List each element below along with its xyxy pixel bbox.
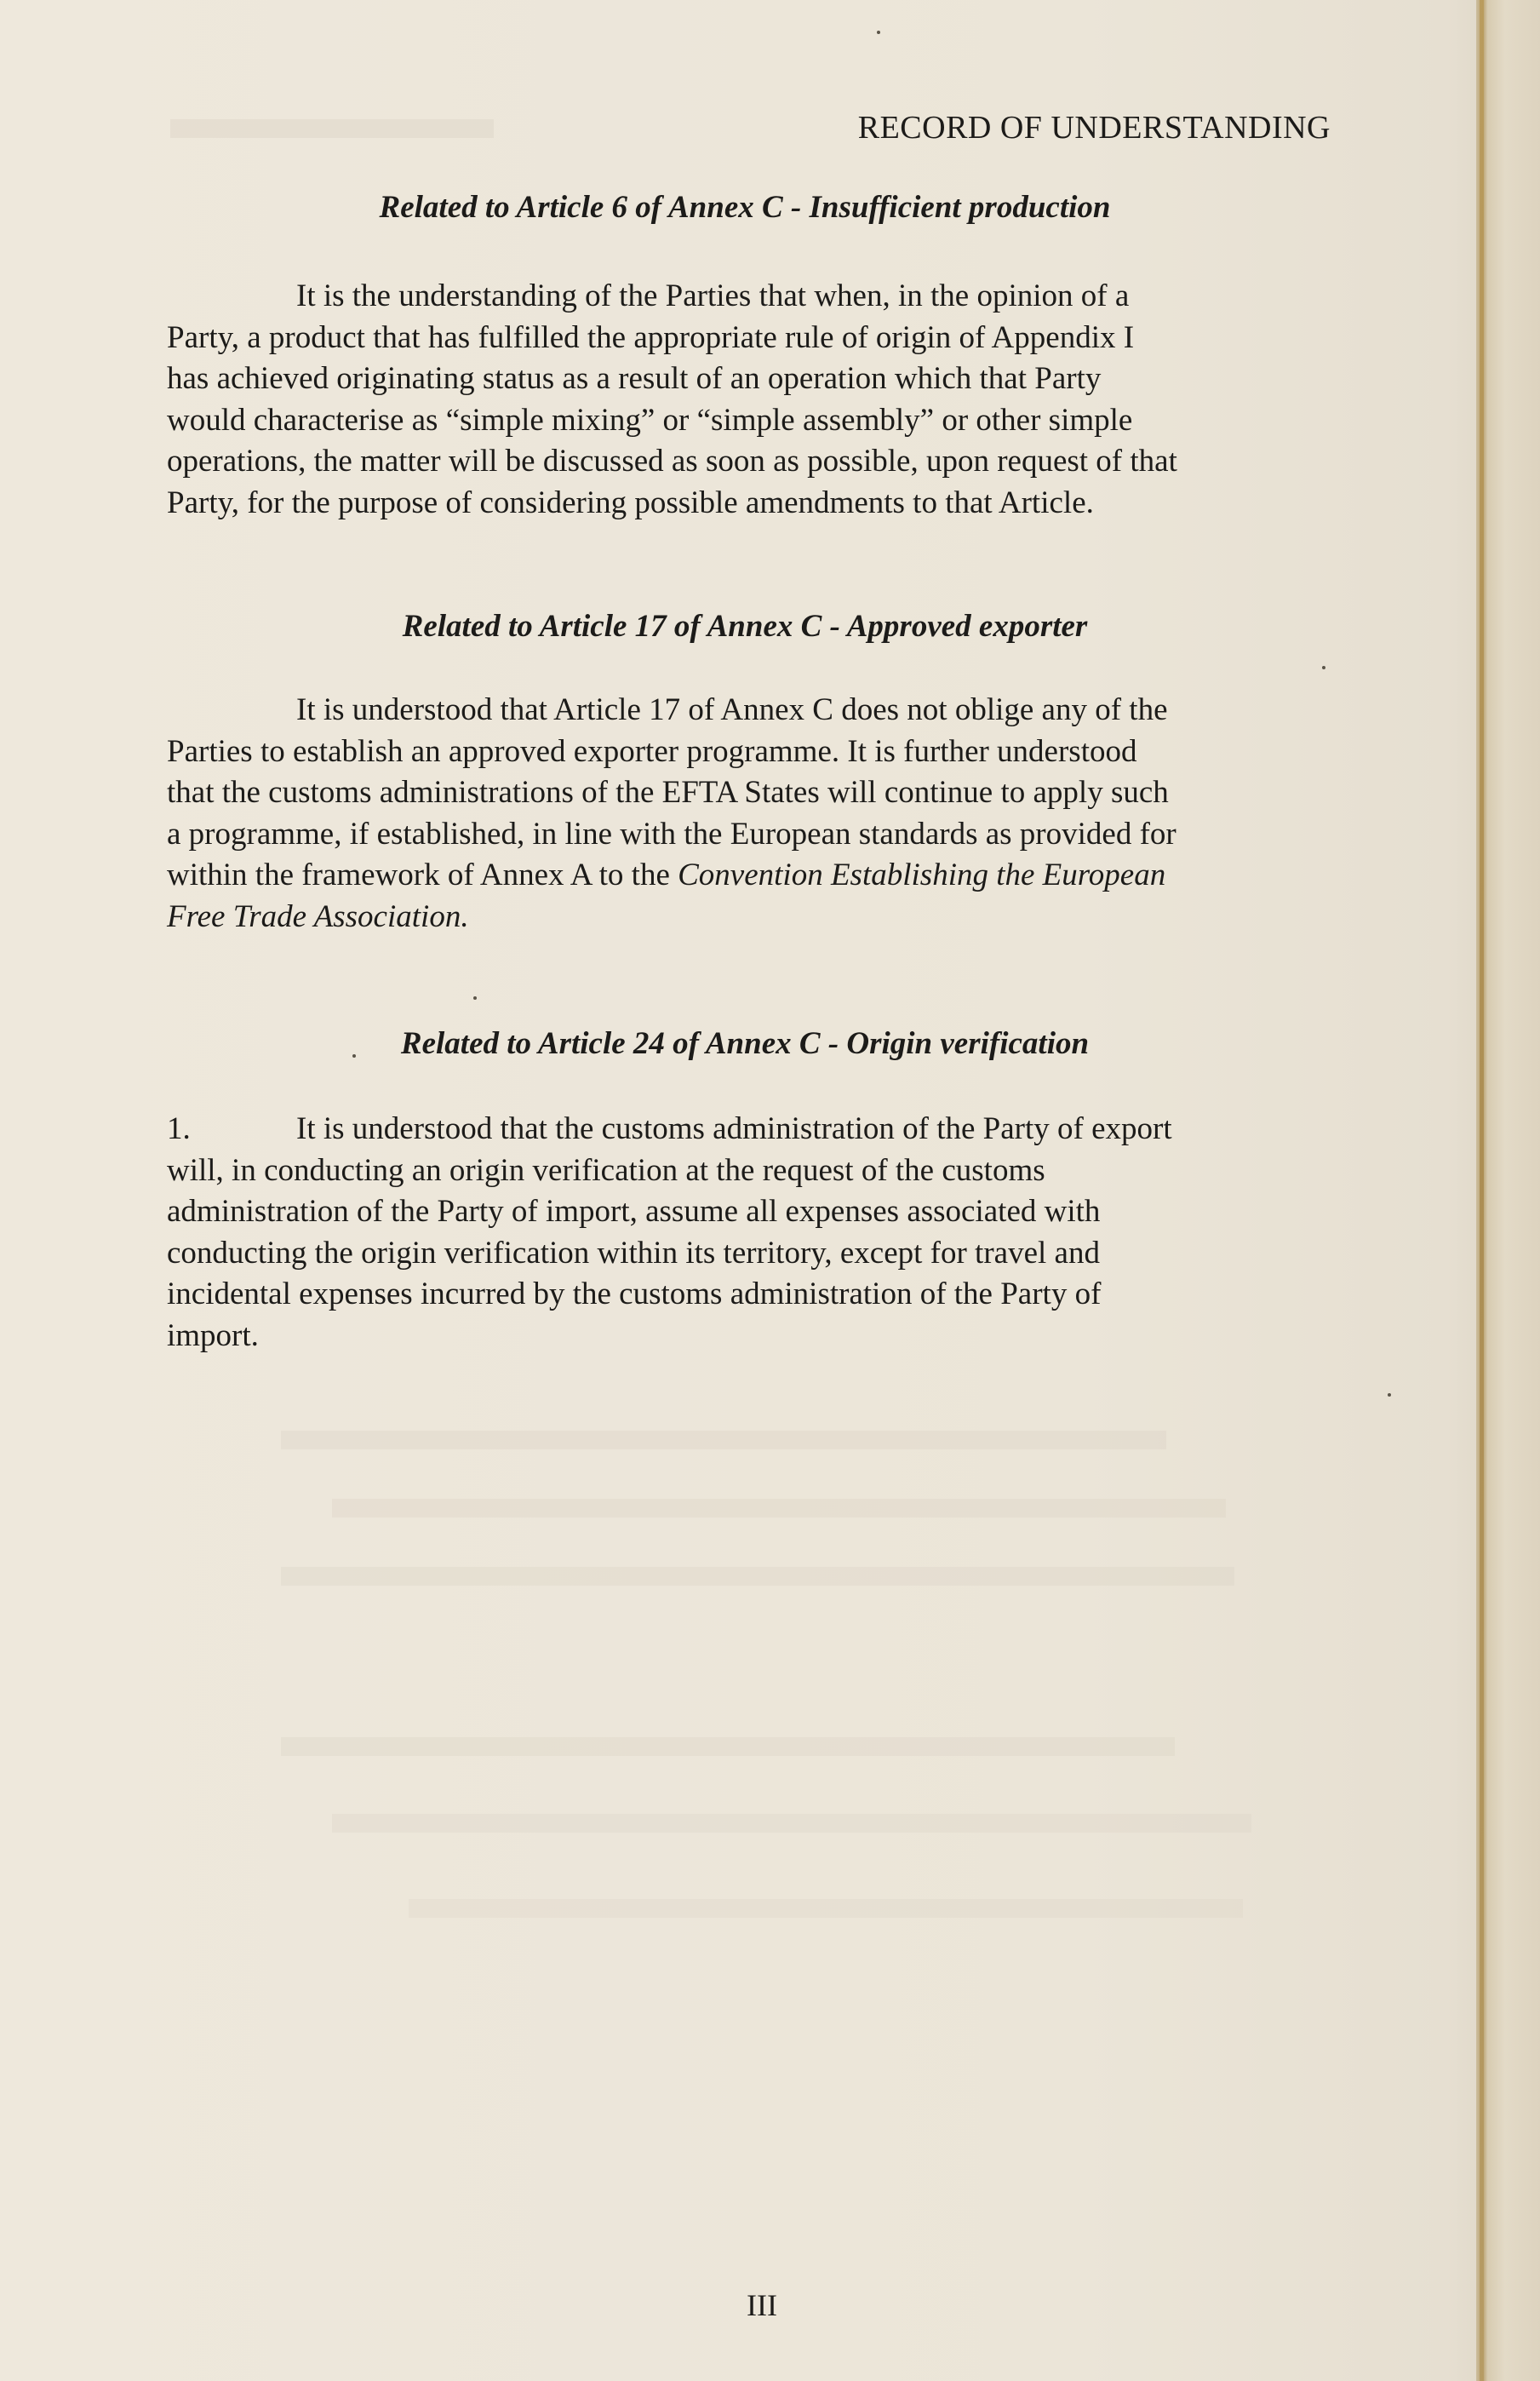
italic-reference: Convention Establishing the European [678, 858, 1166, 893]
paper-speck [352, 1054, 356, 1058]
running-head: RECORD OF UNDERSTANDING [857, 110, 1331, 146]
text-line [167, 855, 1333, 897]
paper-speck [473, 996, 477, 1000]
show-through-shadow [281, 1567, 1234, 1586]
show-through-shadow [332, 1814, 1251, 1833]
text-line: It is understood that Article 17 of Annex C does not oblige any of the [296, 692, 1168, 727]
section-body-article-24 [167, 1109, 1333, 1357]
text-line: import. [167, 1317, 259, 1353]
text-line: operations, the matter will be discussed as soon as possible, upon request of that [167, 444, 1177, 479]
paper-speck [1388, 1393, 1391, 1397]
page-number: III [747, 2288, 777, 2322]
page-spine-edge [1476, 0, 1540, 2381]
text-line: administration of the Party of import, assume all expenses associated with [167, 1194, 1101, 1230]
paper-speck [877, 31, 880, 34]
text-line: conducting the origin verification within its territory, except for travel and [167, 1235, 1100, 1271]
text-line: that the customs administrations of the EFTA States will continue to apply such [167, 775, 1169, 811]
text-line: will, in conducting an origin verification at the request of the customs [167, 1152, 1045, 1188]
show-through-shadow [170, 119, 494, 138]
show-through-shadow [281, 1737, 1175, 1756]
show-through-shadow [409, 1899, 1243, 1918]
text-line: would characterise as “simple mixing” or “simple assembly” or other simple [167, 402, 1133, 438]
section-body-article-17 [167, 690, 1333, 938]
paper-speck [1322, 666, 1325, 669]
text-segment: within the framework of Annex A to the [167, 858, 678, 893]
italic-reference: Free Trade Association. [167, 898, 469, 934]
section-body-article-6 [167, 276, 1333, 525]
text-line: It is the understanding of the Parties that when, in the opinion of a [296, 278, 1130, 313]
show-through-shadow [281, 1431, 1166, 1449]
text-segment: It is understood that the customs administration of the Party of export [296, 1111, 1172, 1146]
section-title-article-6: Related to Article 6 of Annex C - Insufficient production [379, 190, 1111, 225]
text-line [167, 1109, 1333, 1150]
section-title-article-24: Related to Article 24 of Annex C - Origin verification [400, 1026, 1090, 1061]
text-line: a programme, if established, in line with the European standards as provided for [167, 816, 1176, 852]
text-line: Party, for the purpose of considering possible amendments to that Article. [167, 485, 1094, 520]
text-line: Parties to establish an approved exporter programme. It is further understood [167, 733, 1137, 769]
page-spine-line [1480, 0, 1484, 2381]
paragraph-number: 1. [167, 1111, 191, 1146]
section-title-article-17: Related to Article 17 of Annex C - Approved exporter [402, 609, 1088, 644]
text-line: incidental expenses incurred by the customs administration of the Party of [167, 1277, 1102, 1312]
text-line: has achieved originating status as a result of an operation which that Party [167, 361, 1102, 397]
text-line: Party, a product that has fulfilled the appropriate rule of origin of Appendix I [167, 319, 1135, 355]
show-through-shadow [332, 1499, 1226, 1518]
text-line [167, 897, 1333, 938]
